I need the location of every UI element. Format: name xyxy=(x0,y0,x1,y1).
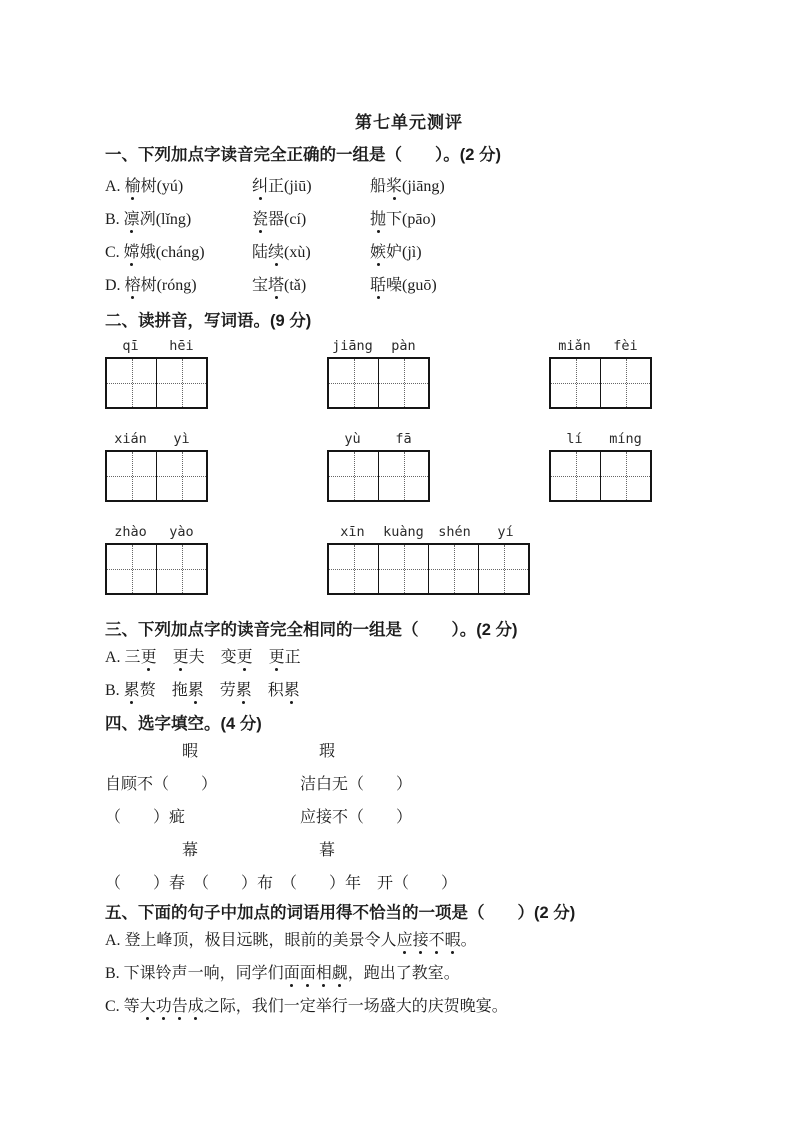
emphasized-character: 不 xyxy=(428,932,445,949)
q1-option-c xyxy=(105,236,698,269)
pinyin-word-group xyxy=(327,338,430,409)
question-1 xyxy=(105,144,698,302)
emphasized-character: 更 xyxy=(140,649,157,666)
emphasized-character: 累 xyxy=(123,682,140,699)
pinyin-labels xyxy=(549,431,652,448)
writing-cell xyxy=(107,359,156,407)
emphasized-character: 塔 xyxy=(268,277,285,294)
page-title: 第七单元测评 xyxy=(355,113,463,132)
writing-cell xyxy=(428,545,478,593)
q1-a-word-1: A. 榆树(yú) xyxy=(105,178,184,195)
emphasized-character: 面 xyxy=(299,965,316,982)
q3-option-a: A. 三更 更夫 变更 更正 xyxy=(105,649,301,666)
q4-fill-row-1 xyxy=(105,768,698,801)
writing-cell xyxy=(551,359,600,407)
q1-b-word-1: B. 凛冽(lǐng) xyxy=(105,211,192,228)
pinyin-grid-row xyxy=(105,338,698,409)
writing-cell xyxy=(478,545,528,593)
q4-heading: 四、选字填空。(4 分) xyxy=(105,715,262,733)
character-writing-grid xyxy=(327,357,430,409)
emphasized-character: 累 xyxy=(283,682,300,699)
q5-option-b: B. 下课铃声一响，同学们面面相觑，跑出了教室。 xyxy=(105,965,460,982)
q1-c-word-1: C. 嫦娥(cháng) xyxy=(105,244,205,261)
writing-cell xyxy=(156,359,206,407)
writing-cell xyxy=(378,545,428,593)
q5-heading: 五、下面的句子中加点的词语用得不恰当的一项是（ ）(2 分) xyxy=(105,904,576,922)
q4-choice-pair-2 xyxy=(105,834,698,867)
emphasized-character: 更 xyxy=(268,649,285,666)
pinyin-syllable: lí xyxy=(566,431,583,447)
writing-cell xyxy=(378,359,428,407)
pinyin-syllable: fā xyxy=(395,431,412,447)
writing-cell xyxy=(600,452,650,500)
q4-blank-yingjiebuxia: 应接不（ ） xyxy=(300,809,413,826)
emphasized-character: 更 xyxy=(236,649,253,666)
character-writing-grid xyxy=(549,450,652,502)
pinyin-word-group xyxy=(105,431,208,502)
pinyin-syllable: yào xyxy=(169,524,194,540)
q1-c-word-2: 陆续(xù) xyxy=(252,244,311,261)
writing-cell xyxy=(378,452,428,500)
pinyin-labels xyxy=(327,338,430,355)
character-writing-grid xyxy=(105,543,208,595)
pinyin-syllable: shén xyxy=(438,524,471,540)
emphasized-character: 桨 xyxy=(386,178,403,195)
q4-blank-jiebaiwuxia: 洁白无（ ） xyxy=(300,776,413,793)
q1-heading: 一、下列加点字读音完全正确的一组是（ ）。(2 分) xyxy=(105,146,501,164)
q4-fill-row-2 xyxy=(105,801,698,834)
character-writing-grid xyxy=(549,357,652,409)
pinyin-syllable: fèi xyxy=(613,338,638,354)
emphasized-character: 嫉 xyxy=(370,244,387,261)
q4-blank-zigubuxia: 自顾不（ ） xyxy=(105,776,218,793)
question-3 xyxy=(105,619,698,707)
q5-option-c: C. 等大功告成之际，我们一定举行一场盛大的庆贺晚宴。 xyxy=(105,998,508,1015)
emphasized-character: 抛 xyxy=(370,211,387,228)
question-5 xyxy=(105,902,698,1023)
q4-choice-mu2: 暮 xyxy=(319,842,336,859)
q4-choice-xia1: 暇 xyxy=(182,743,199,760)
q4-choice-mu1: 幕 xyxy=(182,842,199,859)
q1-c-word-3: 嫉妒(jì) xyxy=(370,244,422,261)
pinyin-syllable: miǎn xyxy=(558,338,591,354)
emphasized-character: 功 xyxy=(155,998,172,1015)
writing-cell xyxy=(600,359,650,407)
emphasized-character: 应 xyxy=(396,932,413,949)
q1-option-d xyxy=(105,269,698,302)
pinyin-labels xyxy=(327,431,430,448)
q1-option-a xyxy=(105,170,698,203)
pinyin-labels xyxy=(105,524,208,541)
emphasized-character: 嫦 xyxy=(123,244,140,261)
pinyin-labels xyxy=(105,431,208,448)
pinyin-word-group xyxy=(327,524,531,595)
pinyin-word-group xyxy=(327,431,430,502)
pinyin-grid-rows xyxy=(105,338,698,595)
emphasized-character: 相 xyxy=(315,965,332,982)
pinyin-labels xyxy=(105,338,208,355)
writing-cell xyxy=(551,452,600,500)
q1-a-word-2: 纠正(jiū) xyxy=(252,178,312,195)
pinyin-syllable: xián xyxy=(114,431,147,447)
q3-heading: 三、下列加点字的读音完全相同的一组是（ ）。(2 分) xyxy=(105,621,518,639)
q3-option-b: B. 累赘 拖累 劳累 积累 xyxy=(105,682,300,699)
character-writing-grid xyxy=(327,543,530,595)
q4-choice-pair-1 xyxy=(105,735,698,768)
writing-cell xyxy=(107,545,156,593)
q1-d-word-1: D. 榕树(róng) xyxy=(105,277,197,294)
emphasized-character: 暇 xyxy=(444,932,461,949)
character-writing-grid xyxy=(327,450,430,502)
writing-cell xyxy=(329,359,378,407)
q4-fill-row-3: （ ）春 （ ）布 （ ）年 开（ ） xyxy=(105,875,458,892)
pinyin-syllable: yí xyxy=(497,524,514,540)
q1-d-word-3: 聒噪(guō) xyxy=(370,277,437,294)
character-writing-grid xyxy=(105,450,208,502)
emphasized-character: 累 xyxy=(235,682,252,699)
emphasized-character: 累 xyxy=(187,682,204,699)
q1-d-word-2: 宝塔(tǎ) xyxy=(252,277,307,294)
emphasized-character: 续 xyxy=(268,244,285,261)
pinyin-syllable: zhào xyxy=(114,524,147,540)
pinyin-syllable: jiāng xyxy=(332,338,373,354)
pinyin-syllable: qī xyxy=(122,338,139,354)
emphasized-character: 凛 xyxy=(123,211,140,228)
q1-b-word-3: 抛下(pāo) xyxy=(370,211,436,228)
pinyin-syllable: yù xyxy=(344,431,361,447)
pinyin-syllable: yì xyxy=(173,431,190,447)
question-4 xyxy=(105,713,698,900)
q5-option-a: A. 登上峰顶，极目远眺，眼前的美景令人应接不暇。 xyxy=(105,932,477,949)
pinyin-syllable: míng xyxy=(609,431,642,447)
emphasized-character: 面 xyxy=(283,965,300,982)
pinyin-labels xyxy=(549,338,652,355)
writing-cell xyxy=(156,545,206,593)
emphasized-character: 觑 xyxy=(331,965,348,982)
emphasized-character: 榆 xyxy=(124,178,141,195)
writing-cell xyxy=(156,452,206,500)
pinyin-syllable: pàn xyxy=(391,338,416,354)
emphasized-character: 更 xyxy=(172,649,189,666)
pinyin-labels xyxy=(327,524,531,541)
pinyin-word-group xyxy=(105,338,208,409)
pinyin-word-group xyxy=(105,524,208,595)
q1-a-word-3: 船桨(jiāng) xyxy=(370,178,445,195)
q1-b-word-2: 瓷器(cí) xyxy=(252,211,307,228)
emphasized-character: 纠 xyxy=(252,178,269,195)
pinyin-syllable: hēi xyxy=(169,338,194,354)
q2-heading: 二、读拼音，写词语。(9 分) xyxy=(105,312,312,330)
character-writing-grid xyxy=(105,357,208,409)
writing-cell xyxy=(329,545,378,593)
emphasized-character: 榕 xyxy=(124,277,141,294)
writing-cell xyxy=(329,452,378,500)
q4-choice-xia2: 瑕 xyxy=(319,743,336,760)
writing-cell xyxy=(107,452,156,500)
emphasized-character: 聒 xyxy=(370,277,387,294)
question-2 xyxy=(105,310,698,595)
emphasized-character: 瓷 xyxy=(252,211,269,228)
q1-option-b xyxy=(105,203,698,236)
pinyin-grid-row xyxy=(105,524,698,595)
emphasized-character: 大 xyxy=(139,998,156,1015)
pinyin-syllable: xīn xyxy=(340,524,365,540)
q1-options xyxy=(105,170,698,302)
emphasized-character: 接 xyxy=(412,932,429,949)
emphasized-character: 成 xyxy=(187,998,204,1015)
emphasized-character: 告 xyxy=(171,998,188,1015)
pinyin-word-group xyxy=(549,431,652,502)
q4-blank-xiaci: （ ）疵 xyxy=(105,809,186,826)
pinyin-grid-row xyxy=(105,431,698,502)
pinyin-word-group xyxy=(549,338,652,409)
pinyin-syllable: kuàng xyxy=(383,524,424,540)
